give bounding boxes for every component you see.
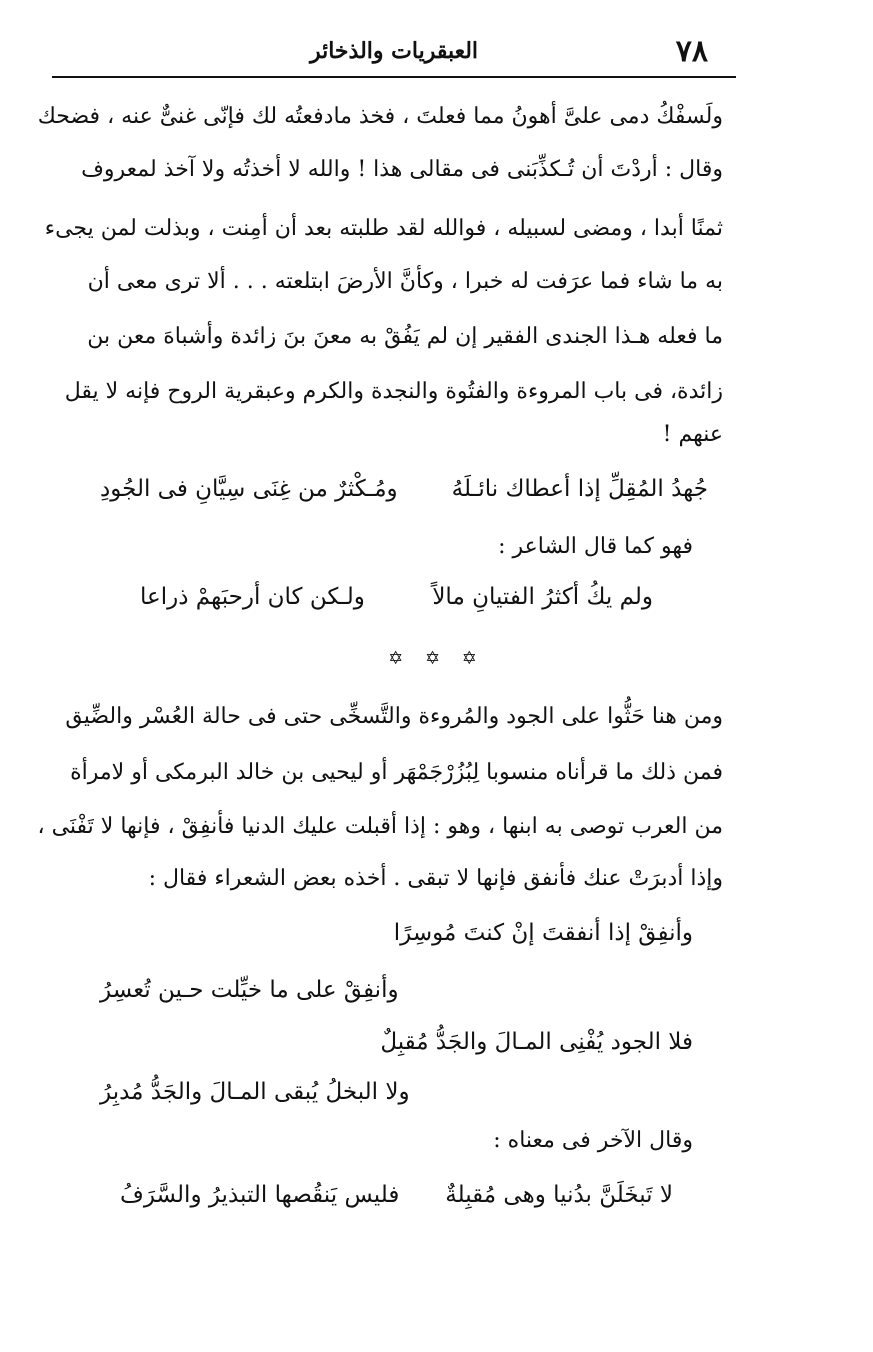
verse-line: ولا البخلُ يُبقى المـالَ والجَدُّ مُدبِرُ (100, 1079, 410, 1105)
verse-intro: فهو كما قال الشاعر : (498, 534, 693, 559)
text-line: من العرب توصى به ابنها ، وهو : إذا أقبلت عليك الدنيا فأنفِقْ ، فإنها لا تَفْنَى ، (37, 814, 723, 839)
text-line: عنهم ! (662, 422, 723, 447)
verse-hemistich: ولم يكُ أكثرُ الفتيانِ مالاً (432, 584, 653, 610)
text-line: وقال : أردْتَ أن تُـكذِّبَنى فى مقالى هذا ! والله لا أخذتُه ولا آخذ لمعروف (81, 157, 723, 182)
verse-line: فلا الجود يُفْنِى المـالَ والجَدُّ مُقبِلٌ (380, 1029, 693, 1055)
page-number: ٧٨ (675, 34, 708, 69)
running-title: العبقريات والذخائر (309, 38, 479, 64)
text-line: ما فعله هـذا الجندى الفقير إن لم يَفُقْ به معنَ بنَ زائدة وأشباهَ معن بن (87, 324, 723, 349)
verse-line: وأنفِقْ على ما خيِّلت حـين تُعسِرُ (100, 977, 399, 1003)
text-line: به ما شاء فما عرَفت له خبرا ، وكأنَّ الأرضَ ابتلعته . . . ألا ترى معى أن (87, 269, 723, 294)
verse-hemistich: فليس يَنقُصها التبذيرُ والسَّرَفُ (120, 1182, 400, 1208)
verse-intro: وقال الآخر فى معناه : (493, 1128, 693, 1153)
text-line: ومن هنا حَثُّوا على الجود والمُروءة والتَّسخِّى حتى فى حالة العُسْر والضِّيق (65, 704, 723, 729)
text-line: ثمنًا أبدا ، ومضى لسبيله ، فوالله لقد طلبته بعد أن أمِنت ، وبذلت لمن يجىء (44, 216, 723, 241)
header-rule (52, 76, 736, 78)
verse-hemistich: جُهدُ المُقِلِّ إذا أعطاك نائـلَهُ (451, 476, 708, 502)
text-line: زائدة، فى باب المروءة والفتُوة والنجدة والكرم وعبقرية الروح فإنه لا يقل (64, 379, 723, 404)
text-line: وإذا أدبرَتْ عنك فأنفق فإنها لا تبقى . أخذه بعض الشعراء فقال : (148, 866, 723, 891)
text-line: فمن ذلك ما قرأناه منسوبا لِبُزُرْجَمْهَر أو ليحيى بن خالد البرمكى أو لامرأة (70, 760, 723, 785)
verse-hemistich: ومُـكْثرٌ من غِنَى سِيَّانِ فى الجُودِ (100, 476, 398, 502)
verse-hemistich: ولـكن كان أرحبَهمْ ذراعا (140, 584, 365, 610)
page-header (52, 28, 736, 76)
section-separator: ✡ ✡ ✡ (388, 648, 485, 669)
verse-line: وأنفِقْ إذا أنفقتَ إنْ كنتَ مُوسِرًا (393, 920, 693, 946)
text-line: ولَسفْكُ دمى علىَّ أهونُ مما فعلتَ ، فخذ مادفعتُه لك فإنّى غنىٌّ عنه ، فضحك (37, 104, 723, 129)
verse-hemistich: لا تَبخَلَنَّ بدُنيا وهى مُقبِلةٌ (445, 1182, 673, 1208)
